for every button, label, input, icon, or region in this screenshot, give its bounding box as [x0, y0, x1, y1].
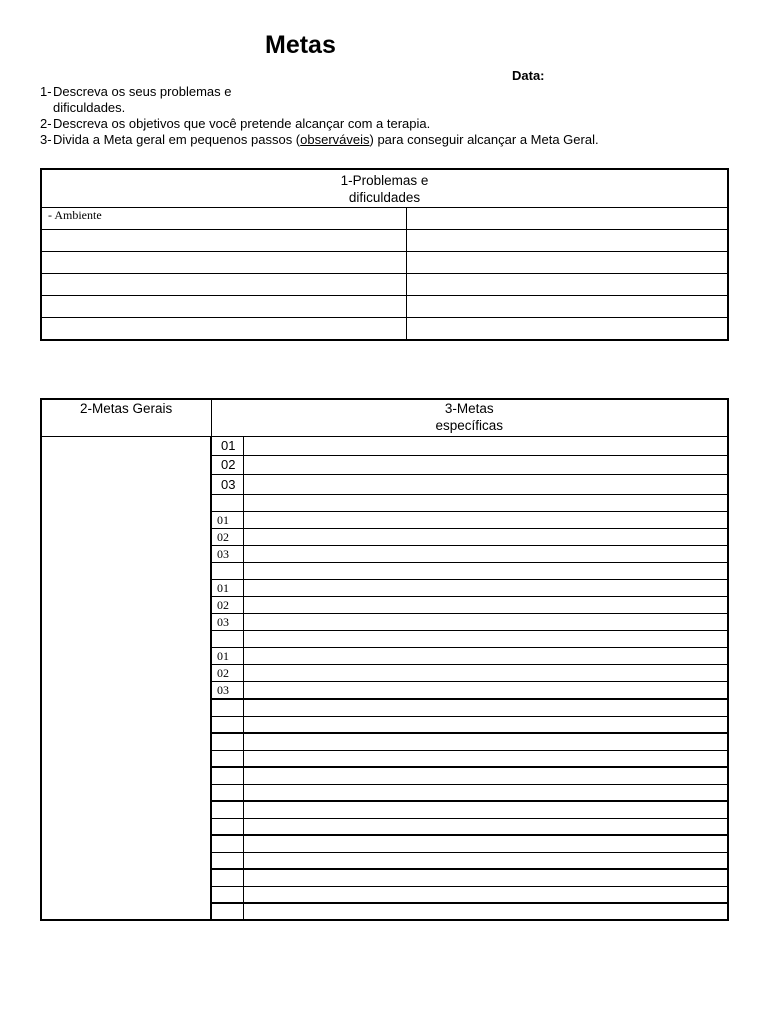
specific-goal-cell[interactable]: [243, 716, 728, 733]
step-number-empty: [211, 852, 243, 869]
step-number-empty: [211, 750, 243, 767]
problem-cell[interactable]: [406, 318, 728, 341]
specific-goal-cell[interactable]: [243, 733, 728, 750]
specific-goal-cell[interactable]: [243, 852, 728, 869]
step-number: 02: [211, 456, 243, 475]
step-number: 03: [211, 614, 243, 631]
problem-cell[interactable]: [406, 252, 728, 274]
specific-goal-cell[interactable]: [243, 597, 728, 614]
specific-goal-cell[interactable]: [243, 750, 728, 767]
instructions: [40, 84, 599, 148]
instruction-text-part: ) para conseguir alcançar a Meta Geral.: [369, 132, 599, 147]
instruction-number: 2-: [40, 116, 52, 131]
specific-goal-cell[interactable]: [243, 818, 728, 835]
step-number-empty: [211, 563, 243, 580]
header-line: dificuldades: [348, 189, 421, 205]
problem-cell[interactable]: [406, 296, 728, 318]
specific-goal-cell[interactable]: [243, 648, 728, 665]
specific-goal-cell[interactable]: [243, 869, 728, 886]
problem-cell[interactable]: [406, 274, 728, 296]
specific-goal-cell[interactable]: [243, 784, 728, 801]
instruction-1-continuation: dificuldades.: [53, 100, 126, 115]
step-number: 01: [211, 512, 243, 529]
specific-goal-cell[interactable]: [243, 665, 728, 682]
header-line: 1-Problemas e: [340, 172, 429, 188]
instruction-text-part: Divida a Meta geral em pequenos passos (: [53, 132, 301, 147]
instruction-text: Descreva os seus problemas e: [53, 84, 232, 99]
header-line: específicas: [435, 418, 504, 433]
date-label: Data:: [512, 68, 545, 83]
page-title: Metas: [265, 31, 336, 59]
step-number: 03: [211, 546, 243, 563]
step-number-empty: [211, 869, 243, 886]
problem-cell[interactable]: - Ambiente: [41, 208, 406, 230]
specific-goal-cell[interactable]: [243, 767, 728, 784]
specific-goal-cell[interactable]: [243, 886, 728, 903]
instruction-text: Descreva os objetivos que você pretende alcançar com a terapia.: [53, 116, 431, 131]
step-number-empty: [211, 801, 243, 818]
specific-goal-cell[interactable]: [243, 437, 728, 456]
step-number-empty: [211, 886, 243, 903]
specific-goal-cell[interactable]: [243, 512, 728, 529]
problems-table: [40, 168, 729, 341]
specific-goal-cell[interactable]: [243, 495, 728, 512]
step-number-empty: [211, 733, 243, 750]
specific-goal-cell[interactable]: [243, 835, 728, 852]
step-number-empty: [211, 631, 243, 648]
problem-cell[interactable]: [41, 230, 406, 252]
general-goals-cell[interactable]: [41, 437, 211, 921]
general-goals-header: 2-Metas Gerais: [41, 399, 211, 437]
problem-cell[interactable]: [41, 274, 406, 296]
problem-cell[interactable]: [41, 296, 406, 318]
goals-table: [40, 398, 729, 921]
instruction-1: [40, 84, 599, 100]
specific-goal-cell[interactable]: [243, 580, 728, 597]
step-number-empty: [211, 699, 243, 716]
step-number: 01: [211, 580, 243, 597]
step-number: 01: [211, 648, 243, 665]
step-number: 03: [211, 682, 243, 700]
step-number: 02: [211, 665, 243, 682]
specific-goal-cell[interactable]: [243, 529, 728, 546]
problem-cell[interactable]: [406, 230, 728, 252]
step-number: 01: [211, 437, 243, 456]
specific-goal-cell[interactable]: [243, 475, 728, 495]
problem-cell[interactable]: [41, 318, 406, 341]
specific-goal-cell[interactable]: [243, 614, 728, 631]
specific-goal-cell[interactable]: [243, 682, 728, 700]
instruction-number: 1-: [40, 84, 52, 99]
problems-table-header: [41, 169, 728, 208]
step-number-empty: [211, 784, 243, 801]
step-number: 02: [211, 529, 243, 546]
specific-goal-cell[interactable]: [243, 456, 728, 475]
instruction-number: 3-: [40, 132, 52, 147]
step-number-empty: [211, 818, 243, 835]
header-line: 3-Metas: [444, 401, 494, 416]
step-number-empty: [211, 716, 243, 733]
observable-underlined: observáveis: [300, 132, 370, 147]
instruction-3: [40, 132, 599, 148]
problem-cell[interactable]: [41, 252, 406, 274]
specific-goals-header: [211, 399, 728, 437]
step-number-empty: [211, 767, 243, 784]
specific-goal-cell[interactable]: [243, 903, 728, 920]
step-number-empty: [211, 835, 243, 852]
step-number-empty: [211, 495, 243, 512]
step-number-empty: [211, 903, 243, 920]
specific-goal-cell[interactable]: [243, 546, 728, 563]
instruction-text: [53, 132, 599, 148]
step-number: 02: [211, 597, 243, 614]
specific-goal-cell[interactable]: [243, 801, 728, 818]
step-number: 03: [211, 475, 243, 495]
instruction-2: [40, 116, 599, 132]
specific-goal-cell[interactable]: [243, 563, 728, 580]
problem-cell[interactable]: [406, 208, 728, 230]
specific-goal-cell[interactable]: [243, 631, 728, 648]
specific-goal-cell[interactable]: [243, 699, 728, 716]
